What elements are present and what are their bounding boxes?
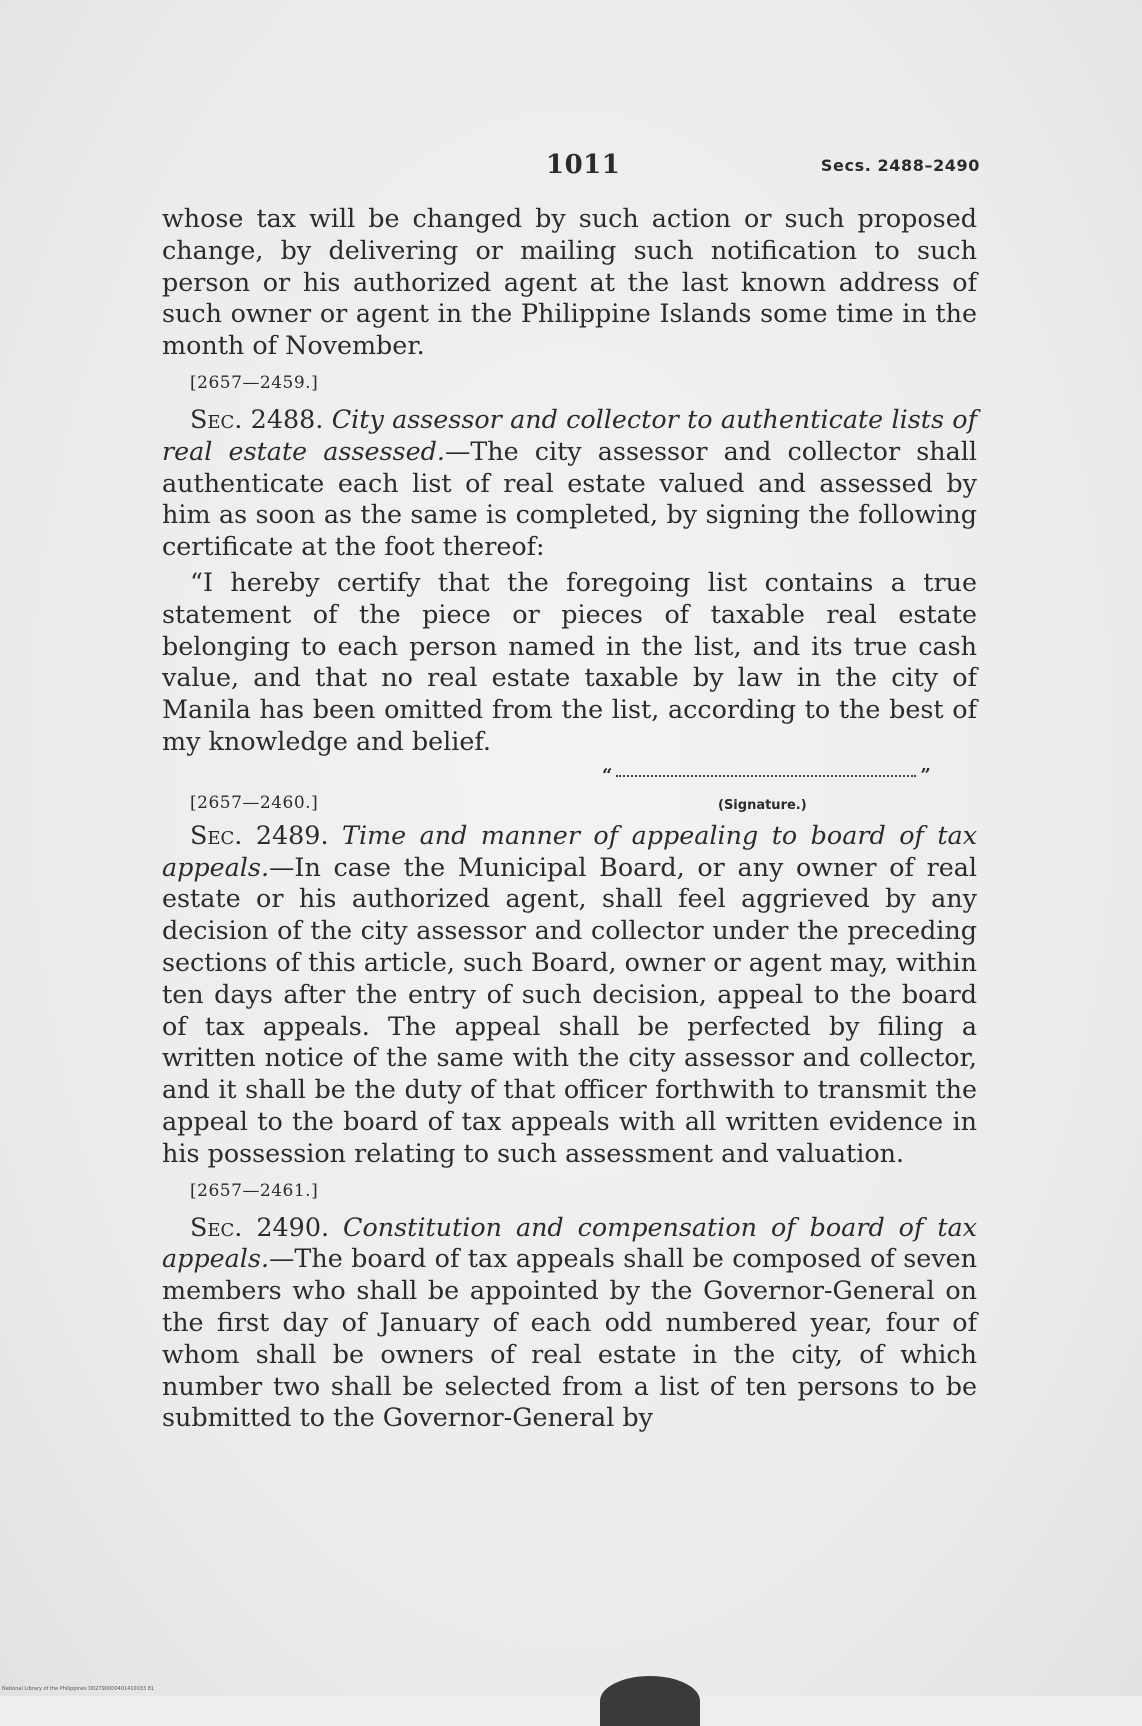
signature-line xyxy=(602,760,931,792)
signature-caption: (Signature.) xyxy=(718,797,807,813)
section-text: —The board of tax appeals shall be composed of seven members who shall be appointed by the Governor-General on the first day of January of each odd numbered year, four of whom shall be owners of real estate in the city, of which number two shall be selected from a list of ten persons to be submitted to the Governor-General by xyxy=(162,1243,977,1433)
footer-credit: National Library of the Philippines D02790000401410033 81 xyxy=(2,1686,155,1692)
signature-open-quote: “ xyxy=(602,764,613,786)
certificate-paragraph: “I hereby certify that the foregoing list contains a true statement of the piece or pieces of taxable real estate belonging to each person named in the list, and its true cash value, and that no real estate taxable by law in the city of Manila has been omitted from the list, according to the best of my knowledge and belief. xyxy=(162,566,977,756)
section-title: Constitution and compensation of board of tax appeals. xyxy=(162,1211,977,1274)
citation: [2657—2461.] xyxy=(190,1180,319,1201)
section-text: —In case the Municipal Board, or any owner of real estate or his authorized agent, shall feel aggrieved by any decision of the city assessor and collector under the preceding sections of this article, such Board, owner or agent may, within ten days after the entry of such decision, appeal to the board of tax appeals. The appeal shall be perfected by filing a written notice of the same with the city assessor and collector, and it shall be the duty of that officer forthwith to transmit the appeal to the board of tax appeals with all written evidence in his possession relating to such assessment and valuation. xyxy=(162,851,977,1168)
section-2488 xyxy=(162,404,977,563)
section-title: City assessor and collector to authenticate lists of real estate assessed. xyxy=(162,403,977,466)
page-body xyxy=(162,203,977,1434)
section-2490 xyxy=(162,1212,977,1435)
scan-artifact xyxy=(600,1676,700,1726)
signature-close-quote: ” xyxy=(920,764,931,786)
signature-block xyxy=(162,760,977,816)
section-title: Time and manner of appealing to board of tax appeals. xyxy=(162,819,978,882)
section-label: Sec. 2490. xyxy=(190,1211,330,1242)
section-range: Secs. 2488–2490 xyxy=(820,156,980,175)
signature-dotted-line xyxy=(616,775,916,777)
page-header xyxy=(160,150,980,190)
section-label: Sec. 2489. xyxy=(190,819,329,850)
section-text: —The city assessor and collector shall authenticate each list of real estate valued and assessed by him as soon as the same is completed, by signing the following certificate at the foot thereof: xyxy=(162,435,977,562)
citation: [2657—2460.] xyxy=(190,792,319,813)
continuation-paragraph: whose tax will be changed by such action or such proposed change, by delivering or mailing such notification to such person or his authorized agent at the last known address of such owner or agent in the Philippine Islands some time in the month of November. xyxy=(162,203,977,361)
page-number: 1011 xyxy=(546,150,621,180)
section-label: Sec. 2488. xyxy=(190,403,324,434)
citation: [2657—2459.] xyxy=(190,372,319,393)
section-2489 xyxy=(162,820,977,1170)
